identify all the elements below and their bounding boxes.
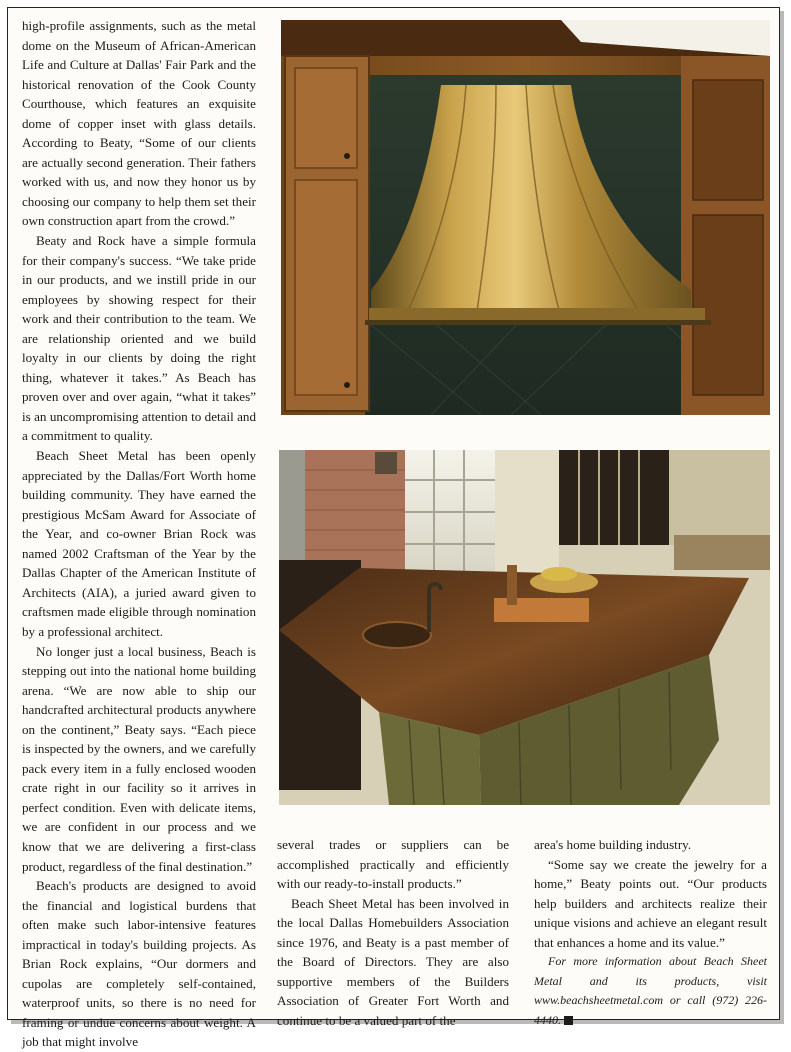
range-hood-photo	[281, 20, 770, 415]
contact-note-text: For more information about Beach Sheet Metal and its products, visit www.beachsheetmetal.com or call (972) 226-4440.	[534, 954, 767, 1027]
paragraph: Beaty and Rock have a simple formula for their company's success. “We take pride in our products, and we instill pride in our employees by showing respect for their work and their contribution to the team. We are relationship oriented and we build loyalty in our clients by doing the right thing, whatever it takes.” As Beach has proven over and over again, “what it takes” is an uncompromising attention to detail and a commitment to quality.	[22, 233, 256, 444]
paragraph: several trades or suppliers can be accomplished practically and efficiently with our ready-to-install products.”	[277, 837, 509, 892]
article-column-2	[277, 835, 509, 1030]
paragraph: “Some say we create the jewelry for a home,” Beaty points out. “Our products help builders and architects realize their unique visions and achieve an elegant result that enhances a home and its value.”	[534, 856, 767, 950]
article-column-1	[22, 16, 256, 1052]
paragraph: Beach's products are designed to avoid the financial and logistical burdens that often make such labor-intensive features impractical in today's building projects. As Brian Rock explains, “Our dormers and cupolas are completely self-contained, waterproof units, so there is no need for framing or undue concerns about weight. A job that might involve	[22, 878, 256, 1050]
paragraph: No longer just a local business, Beach is stepping out into the national home building arena. “We are now able to ship our handcrafted architectural products anywhere on the continent,” Beaty says. “Each piece is inspected by the owners, and we carefully pack every item in a fully enclosed wooden crate right in our facility so it arrives in perfect condition. Even with delicate items, we are confident in our process and we know that we are delivering a first-class product, regardless of the final destination.”	[22, 643, 256, 874]
end-mark-icon	[564, 1016, 573, 1025]
paragraph: high-profile assignments, such as the metal dome on the Museum of African-American Life and Culture at Dallas' Fair Park and the historical renovation of the Cook County Courthouse, which features an exquisite dome of copper inset with glass details. According to Beaty, “Some of our clients are actually second generation. Their fathers worked with us, and now they honor us by choosing our company to help them set their own construction apart from the crowd.”	[22, 18, 256, 229]
article-column-3	[534, 835, 767, 1030]
paragraph: Beach Sheet Metal has been involved in the local Dallas Homebuilders Association since 1976, and Beaty is a past member of the Board of Directors. They are also supportive members of the Builders Association of Greater Fort Worth and continue to be a valued part of the	[277, 895, 509, 1028]
contact-note	[534, 952, 767, 1030]
paragraph: area's home building industry.	[534, 837, 692, 852]
paragraph: Beach Sheet Metal has been openly appreciated by the Dallas/Fort Worth home building community. They have earned the prestigious McSam Award for Associate of the Year, and co-owner Brian Rock was named 2002 Craftsman of the Year by the Dallas Chapter of the American Institute of Architects (AIA), a juried award given to craftsmen made eligible through nomination by a professional architect.	[22, 448, 256, 639]
kitchen-island-photo	[279, 450, 770, 805]
